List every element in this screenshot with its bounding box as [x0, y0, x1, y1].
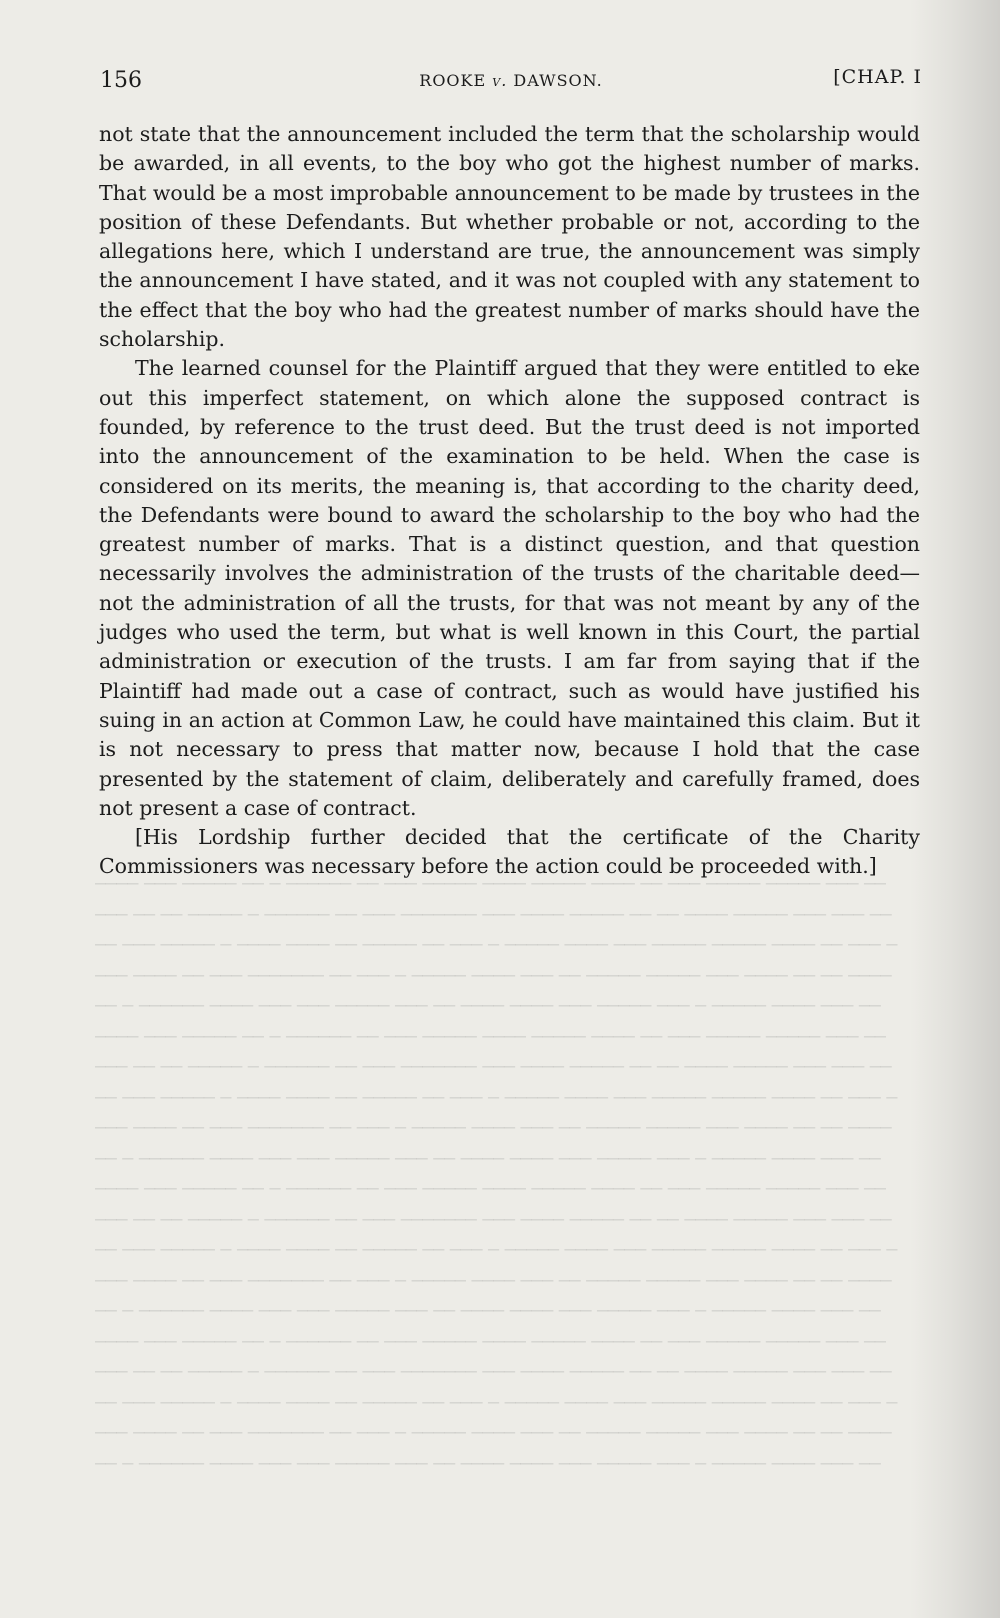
paragraph-counsel-argument: The learned counsel for the Plaintiff argued that they were entitled to eke out this imperfect statement, on which alone the supposed contract is founded, by reference to the trust deed. But the trust deed is not imported into the announcement of the examination to be held. When the case is considered on its merits, the meaning is, that according to the charity deed, the Defendants were bound to award the scholarship to the boy who had the greatest number of marks. That is a distinct question, and that question necessarily involves the administration of the trusts of the charitable deed— not the administration of all the trusts, for that was not meant by any of the judges who used the term, but what is well known in this Court, the partial administration or execution of the trusts. I am far from saying that if the Plaintiff had made out a case of contract, such as would have justified his suing in an action at Common Law, he could have maintained this claim. But it is not necessary to press that matter now, because I hold that the case presented by the statement of claim, deliberately and carefully framed, does not present a case of contract. — [99, 356, 920, 820]
paragraph-bracketed-note: [His Lordship further decided that the certificate of the Charity Commissioners was necessary before the action could be proceeded with.] — [99, 825, 920, 879]
running-title-versus: v. — [492, 71, 508, 90]
bleed-through-texture: ──── ─── ───── ── ─ ────── ── ─── ───── ──── ───── ──── ── ─── ───── ───── ─── ── ─── ── ── ───── ─ ────── ── ─── ─────── ─── ──── ───── ── ── ──── ───── ─── ─── ── ── ─── ───── ─ ──── ──── ── ───── ── ─── ─ ───── ──── ─── ───── ───── ──── ── ─── ─ ─── ──── ── ─── ─────── ── ─── ─ ───── ──── ─── ── ───── ───── ─── ──── ── ── ──── ── ─ ────── ──── ─── ─── ───── ─── ── ──── ──── ─── ───── ─── ─ ───── ──── ─── ── ──── ─── ───── ── ─ ────── ── ─── ───── ──── ───── ──── ── ─── ───── ───── ─── ── ─── ── ── ───── ─ ────── ── ─── ─────── ─── ──── ───── ── ── ──── ───── ─── ─── ── ── ─── ───── ─ ──── ──── ── ───── ── ─── ─ ───── ──── ─── ───── ───── ──── ── ─── ─ ─── ──── ── ─── ─────── ── ─── ─ ───── ──── ─── ── ───── ───── ─── ──── ── ── ──── ── ─ ────── ──── ─── ─── ───── ─── ── ──── ──── ─── ───── ─── ─ ───── ──── ─── ── ──── ─── ───── ── ─ ────── ── ─── ───── ──── ───── ──── ── ─── ───── ───── ─── ── ─── ── ── ───── ─ ────── ── ─── ─────── ─── ──── ───── ── ── ──── ───── ─── ─── ── ── ─── ───── ─ ──── ──── ── ───── ── ─── ─ ───── ──── ─── ───── ───── ──── ── ─── ─ ─── ──── ── ─── ─────── ── ─── ─ ───── ──── ─── ── ───── ───── ─── ──── ── ── ──── ── ─ ────── ──── ─── ─── ───── ─── ── ──── ──── ─── ───── ─── ─ ───── ──── ─── ── ──── ─── ───── ── ─ ────── ── ─── ───── ──── ───── ──── ── ─── ───── ───── ─── ── ─── ── ── ───── ─ ────── ── ─── ─────── ─── ──── ───── ── ── ──── ───── ─── ─── ── ── ─── ───── ─ ──── ──── ── ───── ── ─── ─ ───── ──── ─── ───── ───── ──── ── ─── ─ ─── ──── ── ─── ─────── ── ─── ─ ───── ──── ─── ── ───── ───── ─── ──── ── ── ──── ── ─ ────── ──── ─── ─── ───── ─── ── ──── ──── ─── ───── ─── ─ ───── ──── ─── ── — [95, 874, 898, 1475]
running-title — [100, 71, 922, 90]
page-header — [100, 62, 922, 102]
running-title-party-b: DAWSON. — [513, 71, 603, 90]
body-text — [99, 120, 920, 882]
chapter-label: [CHAP. I — [833, 66, 922, 88]
paragraph-continuation: not state that the announcement included the term that the scholarship would be awarded, in all events, to the boy who got the highest number of marks. That would be a most improbable announcement to be made by trustees in the position of these Defendants. But whether probable or not, according to the allegations here, which I understand are true, the announcement was simply the announcement I have stated, and it was not coupled with any statement to the effect that the boy who had the greatest number of marks should have the scholarship. — [99, 122, 920, 352]
running-title-party-a: ROOKE — [419, 71, 487, 90]
page-number: 156 — [100, 68, 142, 93]
